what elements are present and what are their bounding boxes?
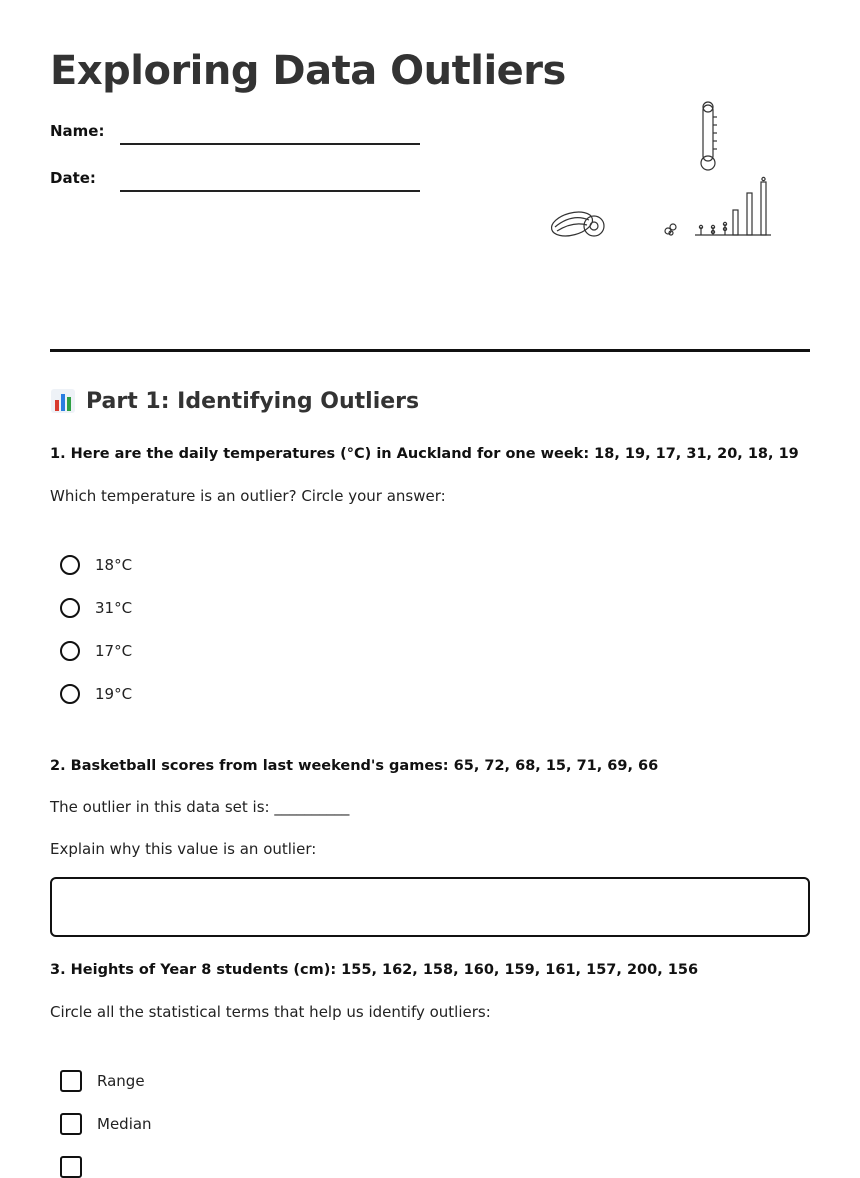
thermometer-icon bbox=[701, 102, 717, 170]
rugby-ball-icon bbox=[549, 208, 595, 240]
small-balls-icon bbox=[665, 224, 676, 235]
option-label: 19°C bbox=[95, 685, 133, 703]
question-2-title: 2. Basketball scores from last weekend's games: 65, 72, 68, 15, 71, 69, 66 bbox=[50, 758, 659, 774]
radio-button[interactable] bbox=[60, 684, 80, 704]
worksheet-title: Exploring Data Outliers bbox=[50, 48, 566, 94]
question-2-blank-prompt: The outlier in this data set is: __________ bbox=[50, 798, 350, 816]
radio-button[interactable] bbox=[60, 598, 80, 618]
q1-option-31[interactable] bbox=[60, 598, 132, 618]
option-label: 31°C bbox=[95, 599, 133, 617]
option-label: 18°C bbox=[95, 556, 133, 574]
section-divider bbox=[50, 349, 810, 352]
header-illustration bbox=[525, 55, 810, 260]
part1-heading bbox=[50, 388, 419, 414]
name-label: Name: bbox=[50, 122, 105, 140]
question-3-prompt: Circle all the statistical terms that help us identify outliers: bbox=[50, 1003, 491, 1021]
q3-option-range[interactable] bbox=[60, 1070, 145, 1092]
question-2-explain-prompt: Explain why this value is an outlier: bbox=[50, 840, 317, 858]
question-1-prompt: Which temperature is an outlier? Circle your answer: bbox=[50, 487, 446, 505]
date-field[interactable] bbox=[120, 190, 420, 192]
checkbox[interactable] bbox=[60, 1156, 82, 1178]
q3-option-partial[interactable] bbox=[60, 1156, 97, 1178]
checkbox[interactable] bbox=[60, 1070, 82, 1092]
radio-button[interactable] bbox=[60, 555, 80, 575]
radio-button[interactable] bbox=[60, 641, 80, 661]
bar-graph-icon bbox=[695, 177, 771, 235]
option-label: Range bbox=[97, 1072, 145, 1090]
part1-heading-text: Part 1: Identifying Outliers bbox=[86, 388, 420, 414]
q3-option-median[interactable] bbox=[60, 1113, 152, 1135]
checkbox[interactable] bbox=[60, 1113, 82, 1135]
bar-chart-emoji-icon bbox=[50, 388, 76, 414]
q1-option-18[interactable] bbox=[60, 555, 132, 575]
q1-option-19[interactable] bbox=[60, 684, 132, 704]
soccer-ball-icon bbox=[584, 216, 604, 236]
question-3-title: 3. Heights of Year 8 students (cm): 155, 162, 158, 160, 159, 161, 157, 200, 156 bbox=[50, 962, 699, 978]
explanation-answer-box[interactable] bbox=[50, 877, 810, 937]
option-label: Median bbox=[97, 1115, 152, 1133]
question-1-title: 1. Here are the daily temperatures (°C) in Auckland for one week: 18, 19, 17, 31, 20, 18, 19 bbox=[50, 446, 799, 462]
q1-option-17[interactable] bbox=[60, 641, 132, 661]
option-label: 17°C bbox=[95, 642, 133, 660]
date-label: Date: bbox=[50, 169, 96, 187]
name-field[interactable] bbox=[120, 143, 420, 145]
